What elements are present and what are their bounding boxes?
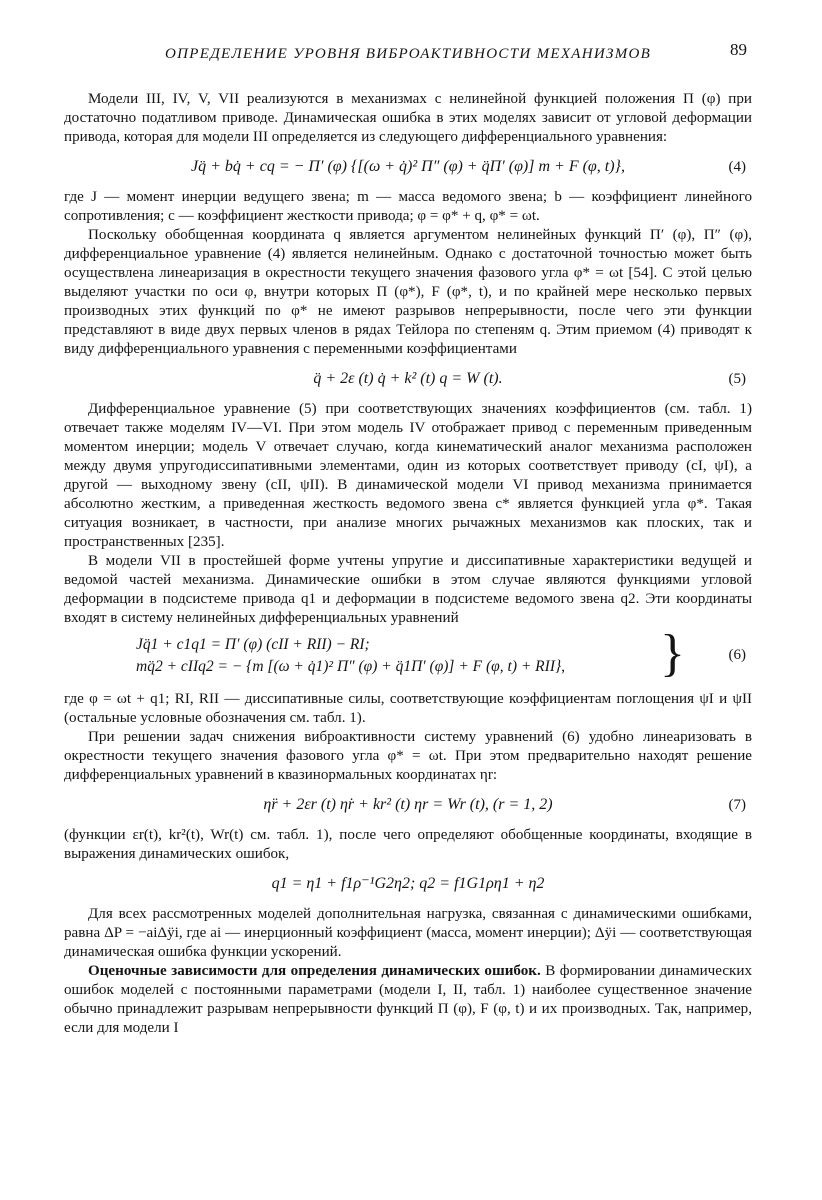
paragraph-linearization: Поскольку обобщенная координата q является аргументом нелинейных функций П′ (φ), П″ (φ), дифференциальное уравнение (4) является нелинейным. Однако с достаточной точностью может быть осуществлена линеаризация в окрестности текущего значения фазового угла φ* = ωt [54]. С этой целью выделяют участки по оси φ, внутри которых П (φ*), F (φ*, t), и по крайней мере несколько первых производных этих функций по φ* не имеют разрывов непрерывности, после чего эти функции представляют в виде двух первых членов в рядах Тейлора по степеням q. Этим приемом (4) приводят к виду дифференциального уравнения с переменными коэффициентами: [64, 227, 752, 357]
page-header: [0, 38, 822, 68]
page-number: 89: [730, 40, 747, 59]
equation-4-body: Jq̈ + bq̇ + cq = − П′ (φ) {[(ω + q̇)² П″ (φ) + q̈П′ (φ)] m + F (φ, t)},: [191, 158, 625, 175]
paragraph-models-intro: Модели III, IV, V, VII реализуются в механизмах с нелинейной функцией положения П (φ) при достаточно податливом приводе. Динамическая ошибка в этих моделях зависит от угловой деформации привода, которая для модели III определяется из следующего дифференциального уравнения:: [64, 91, 752, 145]
equation-6-brace: }: [660, 625, 685, 682]
section-lead-heading: Оценочные зависимости для определения динамических ошибок.: [88, 963, 541, 979]
paragraph-dissipative-forces: где φ = ωt + q1; RI, RII — диссипативные силы, соответствующие коэффициентам поглощения ψI и ψII (остальные условные обозначения см. табл. 1).: [64, 691, 752, 726]
paragraph-symbols: где J — момент инерции ведущего звена; m — масса ведомого звена; b — коэффициент линейного сопротивления; c — коэффициент жесткости привода; φ = φ* + q, φ* = ωt.: [64, 189, 752, 224]
equation-6-line-2: mq̈2 + cIIq2 = − {m [(ω + q̇1)² П″ (φ) + q̈1П′ (φ)] + F (φ, t) + RII},: [136, 658, 566, 675]
equation-5-body: q̈ + 2ε (t) q̇ + k² (t) q = W (t).: [313, 370, 503, 387]
equation-6-system: [64, 625, 752, 682]
paragraph-estimates: [64, 962, 752, 1038]
paragraph-estimates-text: В формировании динамических ошибок моделей с постоянными параметрами (модели I, II, табл. 1) наиболее существенное значение обычно принадлежит разрывам непрерывности функций П (φ), F (φ, t) и их производных. Так, например, если для модели I: [64, 963, 752, 1036]
running-head: ОПРЕДЕЛЕНИЕ УРОВНЯ ВИБРОАКТИВНОСТИ МЕХАНИЗМОВ: [165, 46, 652, 62]
equation-coordinates-body: q1 = η1 + f1ρ⁻¹G2η2; q2 = f1G1ρη1 + η2: [271, 875, 545, 892]
equation-7: [64, 794, 752, 816]
paragraph-models-iv-vi: Дифференциальное уравнение (5) при соответствующих значениях коэффициентов (см. табл. 1) отвечает также моделям IV—VI. При этом модель IV отображает привод с переменным приведенным моментом инерции; модель V отвечает случаю, когда кинематический аналог механизма расположен между двумя упругодиссипативными элементами, один из которых соответствует приводу (cI, ψI), а другой — выходному звену (cII, ψII). В динамической модели VI привод механизма принимается абсолютно жестким, а приведенная жесткость ведомого звена c* является функцией угла φ*. Такая ситуация возникает, в частности, при анализе многих рычажных механизмов как плоских, так и пространственных [235].: [64, 401, 752, 550]
equation-6-number: (6): [728, 647, 746, 663]
paragraph-additional-load: Для всех рассмотренных моделей дополнительная нагрузка, связанная с динамическими ошибками, равна ΔP = −aiΔÿi, где ai — инерционный коэффициент (масса, момент инерции); Δÿi — соответствующая динамическая ошибка функции ускорений.: [64, 906, 752, 960]
paragraph-quasinormal: При решении задач снижения виброактивности систему уравнений (6) удобно линеаризовать в окрестности текущего значения фазового угла φ* = ωt. При этом предварительно находят решение дифференциальных уравнений в квазинормальных координатах ηr:: [64, 729, 752, 783]
equation-5: [64, 368, 752, 390]
equation-4-number: (4): [728, 159, 746, 175]
paragraph-model-vii: В модели VII в простейшей форме учтены упругие и диссипативные характеристики ведущей и ведомой частей механизма. Динамические ошибки в этом случае являются функциями угловой деформации в подсистеме привода q1 и деформации в подсистеме ведомого звена q2. Эти координаты входят в систему нелинейных дифференциальных уравнений: [64, 553, 752, 626]
body-text: [64, 90, 752, 1038]
equation-5-number: (5): [728, 371, 746, 387]
paragraph-functions: (функции εr(t), kr²(t), Wr(t) см. табл. 1), после чего определяют обобщенные координаты, входящие в выражения динамических ошибок,: [64, 827, 752, 862]
equation-4: [64, 156, 752, 178]
equation-7-number: (7): [728, 797, 746, 813]
equation-coordinates: [64, 873, 752, 895]
equation-6-line-1: Jq̈1 + c1q1 = П′ (φ) (cII + RII) − RI;: [136, 636, 370, 653]
equation-7-body: η̈r + 2εr (t) η̇r + kr² (t) ηr = Wr (t), (r = 1, 2): [263, 796, 553, 813]
